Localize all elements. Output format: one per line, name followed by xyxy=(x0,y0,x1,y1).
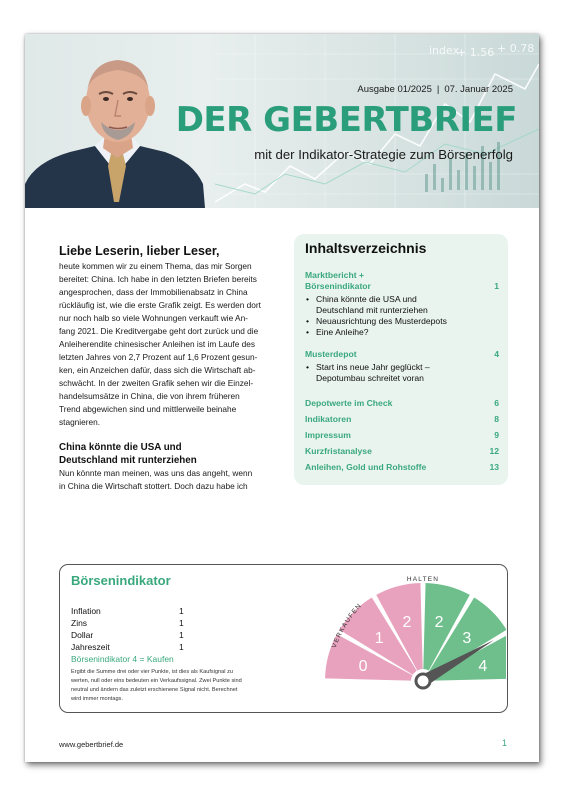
indicator-row-value: 1 xyxy=(179,618,184,628)
issue-number: Ausgabe 01/2025 xyxy=(357,84,432,95)
letter-line: Trend abgewichen sind und mittlerweile beinahe xyxy=(59,404,237,414)
toc-subitem-text: China könnte die USA und xyxy=(316,294,417,304)
toc-page-number: 8 xyxy=(494,414,499,424)
toc-subitem-text: Deutschland mit runterziehen xyxy=(316,305,428,315)
header-banner xyxy=(25,34,539,208)
gauge-label-sell: VERKAUFEN xyxy=(330,602,364,649)
indicator-row-label: Dollar xyxy=(71,630,94,640)
boersenindikator-box xyxy=(59,564,508,713)
letter-line: stagnieren. xyxy=(59,417,101,427)
table-of-contents xyxy=(294,234,508,485)
note-line: Ergibt die Summe drei oder vier Punkte, ist dies als Kaufsignal zu xyxy=(71,669,233,675)
toc-subitem-text: Start ins neue Jahr geglückt – xyxy=(316,362,430,372)
indicator-note xyxy=(71,668,303,704)
indicator-rows xyxy=(71,605,187,665)
section-heading-line: Deutschland mit runterziehen xyxy=(59,455,197,466)
note-line: werten, null oder eins bedeuten ein Verkaufssignal. Zwei Punkte sind xyxy=(71,678,242,684)
toc-label-line: Börsenindikator xyxy=(305,281,371,291)
indicator-title: Börsenindikator xyxy=(71,573,171,588)
toc-entry[interactable] xyxy=(305,446,499,457)
indicator-row xyxy=(71,629,187,641)
editorial-letter xyxy=(59,244,305,493)
toc-entry-label: Indikatoren xyxy=(305,414,352,424)
newsletter-subtitle: mit der Indikator-Strategie zum Börsenerfolg xyxy=(254,147,513,162)
newsletter-page xyxy=(25,34,539,762)
letter-line: fang 2021. Die Kreditvergabe geht dort zurück und die xyxy=(59,326,259,336)
toc-page-number: 12 xyxy=(489,446,499,456)
indicator-row xyxy=(71,641,187,653)
gauge-needle-hub xyxy=(416,674,430,688)
letter-line: bereitet: China. Ich habe in den letzten Briefen bereits xyxy=(59,274,257,284)
section-heading-line: China könnte die USA und xyxy=(59,442,182,453)
newsletter-title: DER GEBERTBRIEF xyxy=(175,100,517,140)
toc-page-number: 6 xyxy=(494,398,499,408)
toc-entry[interactable] xyxy=(305,430,499,441)
indicator-row-value: 1 xyxy=(179,642,184,652)
bg-text-index: index xyxy=(429,44,460,57)
gauge-segment-label: 2 xyxy=(402,614,412,632)
toc-page-number: 1 xyxy=(494,281,499,291)
toc-entry-label: Musterdepot xyxy=(305,349,357,359)
indicator-row-value: 1 xyxy=(179,606,184,616)
toc-entry-marktbericht[interactable] xyxy=(305,270,499,338)
toc-entry-musterdepot[interactable] xyxy=(305,349,499,384)
gauge-segment-label: 2 xyxy=(434,614,444,632)
toc-subitem-text: Depotumbau schreitet voran xyxy=(316,373,424,383)
letter-greeting: Liebe Leserin, lieber Leser, xyxy=(59,244,220,258)
letter-line: rückläufig ist, wie die erste Grafik zeigt. Es werden dort xyxy=(59,300,261,310)
toc-entry-label: Kurzfristanalyse xyxy=(305,446,372,456)
letter-line: heute kommen wir zu einem Thema, das mir Sorgen xyxy=(59,261,252,271)
gauge-segment-label: 3 xyxy=(462,630,472,648)
gauge-segment-label: 0 xyxy=(358,657,368,675)
letter-body xyxy=(59,260,305,429)
section-line: Nun könnte man meinen, was uns das angeht, wenn xyxy=(59,468,253,478)
letter-line: schwächt. In der zweiten Grafik sehen wir die Einzel- xyxy=(59,378,254,388)
toc-entry[interactable] xyxy=(305,414,499,425)
section-body xyxy=(59,467,305,493)
letter-line: Anleiherendite chinesischer Anleihen ist im Laufe des xyxy=(59,339,256,349)
toc-subitem: • Eine Anleihe? xyxy=(305,327,499,338)
letter-line: ken, ein Anzeichen dafür, dass sich die Wirtschaft ab- xyxy=(59,365,256,375)
toc-subitems xyxy=(305,294,499,338)
toc-entry[interactable] xyxy=(305,462,499,473)
gauge-segments xyxy=(325,583,506,681)
indicator-row-label: Jahreszeit xyxy=(71,642,110,652)
toc-page-number: 4 xyxy=(494,349,499,359)
letter-line: handelsumsätze in China, die von ihrem früheren xyxy=(59,391,240,401)
toc-entry[interactable] xyxy=(305,398,499,409)
indicator-row-value: 1 xyxy=(179,630,184,640)
bg-text-value-2: + 0.78 xyxy=(497,42,535,55)
note-line: wird immer montags. xyxy=(71,696,123,702)
indicator-row-label: Inflation xyxy=(71,606,101,616)
toc-page-number: 9 xyxy=(494,430,499,440)
indicator-gauge xyxy=(292,565,506,711)
issue-date: 07. Januar 2025 xyxy=(444,84,513,95)
toc-entry-label: Impressum xyxy=(305,430,351,440)
section-line: in China die Wirtschaft stottert. Doch dazu habe ich xyxy=(59,481,248,491)
letter-line: angesprochen, dass der Immobilienabsatz in China xyxy=(59,287,248,297)
toc-subitems xyxy=(305,362,499,384)
toc-subitem xyxy=(305,294,499,316)
indicator-result: Börsenindikator 4 = Kaufen xyxy=(71,654,174,664)
toc-title: Inhaltsverzeichnis xyxy=(305,240,427,256)
footer-page-number: 1 xyxy=(502,738,508,748)
toc-label-line: Marktbericht + xyxy=(305,270,364,280)
toc-entry-label: Depotwerte im Check xyxy=(305,398,393,408)
issue-line xyxy=(357,84,513,95)
bg-text-value-1: + 1.56 xyxy=(457,46,495,59)
letter-line: nur noch halb so viele Wohnungen verkauft wie An- xyxy=(59,313,248,323)
toc-subitem: • Neuausrichtung des Musterdepots xyxy=(305,316,499,327)
issue-separator: | xyxy=(436,84,440,95)
toc-entry-label: Anleihen, Gold und Rohstoffe xyxy=(305,462,427,472)
toc-entry-label xyxy=(305,270,499,292)
toc-subitem xyxy=(305,362,499,384)
section-heading xyxy=(59,441,305,467)
footer-url[interactable]: www.gebertbrief.de xyxy=(59,740,124,749)
indicator-row xyxy=(71,617,187,629)
note-line: neutral und ändern das zuletzt erschienene Signal nicht. Berechnet xyxy=(71,687,238,693)
gauge-label-hold: HALTEN xyxy=(406,576,440,583)
gauge-segment-label: 1 xyxy=(374,630,384,648)
toc-page-number: 13 xyxy=(489,462,499,472)
gauge-segment-label: 4 xyxy=(478,657,488,675)
indicator-row xyxy=(71,605,187,617)
indicator-row-label: Zins xyxy=(71,618,88,628)
letter-line: letzten Jahres von 2,7 Prozent auf 1,6 Prozent gesun- xyxy=(59,352,258,362)
